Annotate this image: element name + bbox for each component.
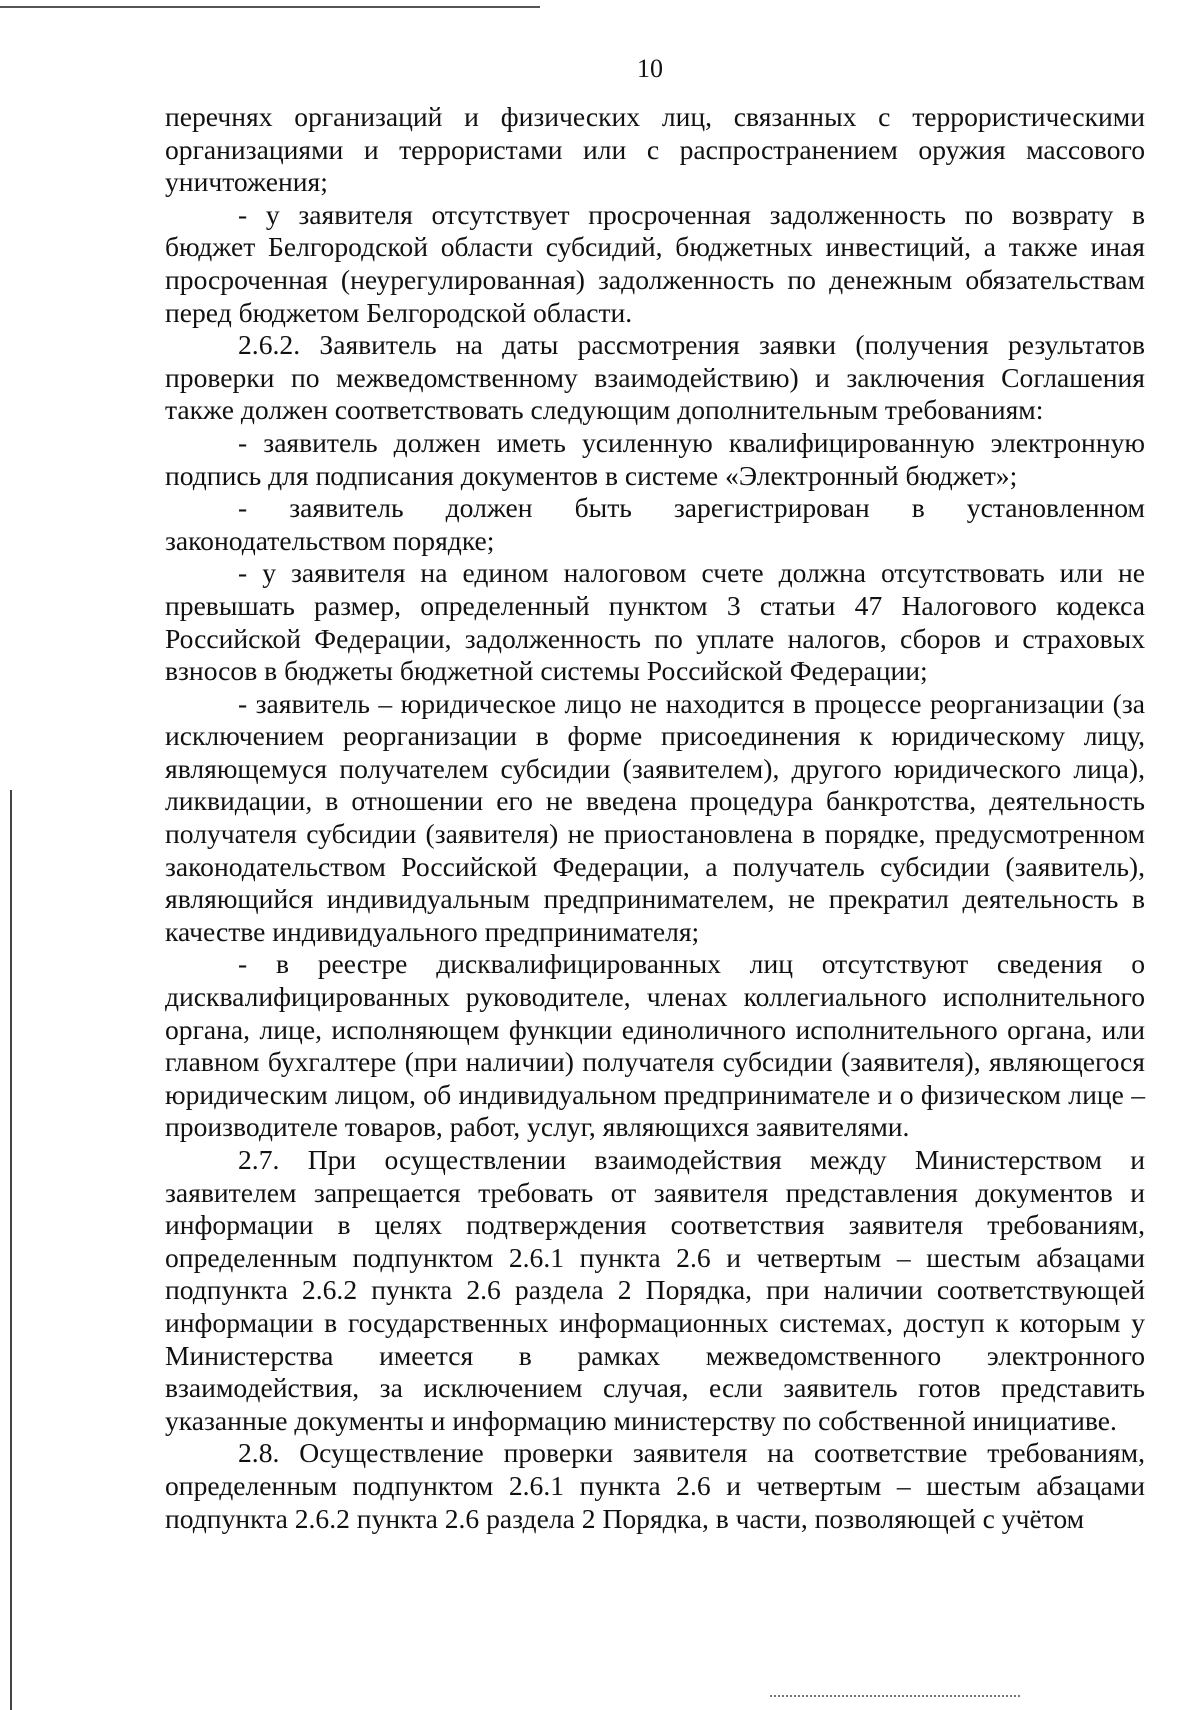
paragraph-registration: - заявитель должен быть зарегистрирован в установленном законодательством порядке; (165, 492, 1145, 556)
paragraph-reorganization: - заявитель – юридическое лицо не находится в процессе реорганизации (за исключением реорганизации в форме присоединения к юридическому лицу, являющемуся получателем субсидии (заявителем), другого юридического лица), ликвидации, в отношении его не введена процедура банкротства, деятельность получателя субсидии (заявителя) не приостановлена в порядке, предусмотренном законодательством Российской Федерации, а получатель субсидии (заявитель), являющийся индивидуальным предпринимателем, не прекратил деятельность в качестве индивидуального предпринимателя; (165, 687, 1145, 947)
paragraph-no-debt-condition: - у заявителя отсутствует просроченная задолженность по возврату в бюджет Белгородской области субсидий, бюджетных инвестиций, а также иная просроченная (неурегулированная) задолженность по денежным обязательствам перед бюджетом Белгородской области. (165, 198, 1145, 328)
paragraph-continuation: перечнях организаций и физических лиц, связанных с террористическими организациями и террористами или с распространением оружия массового уничтожения; (165, 101, 1145, 198)
scan-edge-top (0, 6, 540, 8)
scan-edge-left (10, 790, 12, 1710)
paragraph-2-7: 2.7. При осуществлении взаимодействия между Министерством и заявителем запрещается требовать от заявителя представления документов и информации в целях подтверждения соответствия заявителя требованиям, определенным подпунктом 2.6.1 пункта 2.6 и четвертым – шестым абзацами подпункта 2.6.2 пункта 2.6 раздела 2 Порядка, при наличии соответствующей информации в государственных информационных системах, доступ к которым у Министерства имеется в рамках межведомственного электронного взаимодействия, за исключением случая, если заявитель готов представить указанные документы и информацию министерству по собственной инициативе. (165, 1144, 1145, 1436)
scan-artifact-bottom (770, 1695, 1020, 1697)
paragraph-tax-account: - у заявителя на едином налоговом счете должна отсутствовать или не превышать размер, определенный пунктом 3 статьи 47 Налогового кодекса Российской Федерации, задолженность по уплате налогов, сборов и страховых взносов в бюджеты бюджетной системы Российской Федерации; (165, 557, 1145, 687)
paragraph-2-8: 2.8. Осуществление проверки заявителя на соответствие требованиям, определенным подпунктом 2.6.1 пункта 2.6 и четвертым – шестым абзацами подпункта 2.6.2 пункта 2.6 раздела 2 Порядка, в части, позволяющей с учётом (165, 1437, 1145, 1534)
page-number: 10 (637, 54, 663, 83)
document-body (165, 101, 1145, 1535)
paragraph-electronic-signature: - заявитель должен иметь усиленную квалифицированную электронную подпись для подписания документов в системе «Электронный бюджет»; (165, 426, 1145, 491)
paragraph-2-6-2: 2.6.2. Заявитель на даты рассмотрения заявки (получения результатов проверки по межведомственному взаимодействию) и заключения Соглашения также должен соответствовать следующим дополнительным требованиям: (165, 329, 1145, 426)
paragraph-disqualified-registry: - в реестре дисквалифицированных лиц отсутствуют сведения о дисквалифицированных руководителе, членах коллегиального исполнительного органа, лице, исполняющем функции единоличного исполнительного органа, или главном бухгалтере (при наличии) получателя субсидии (заявителя), являющегося юридическим лицом, об индивидуальном предпринимателе и о физическом лице – производителе товаров, работ, услуг, являющихся заявителями. (165, 948, 1145, 1143)
